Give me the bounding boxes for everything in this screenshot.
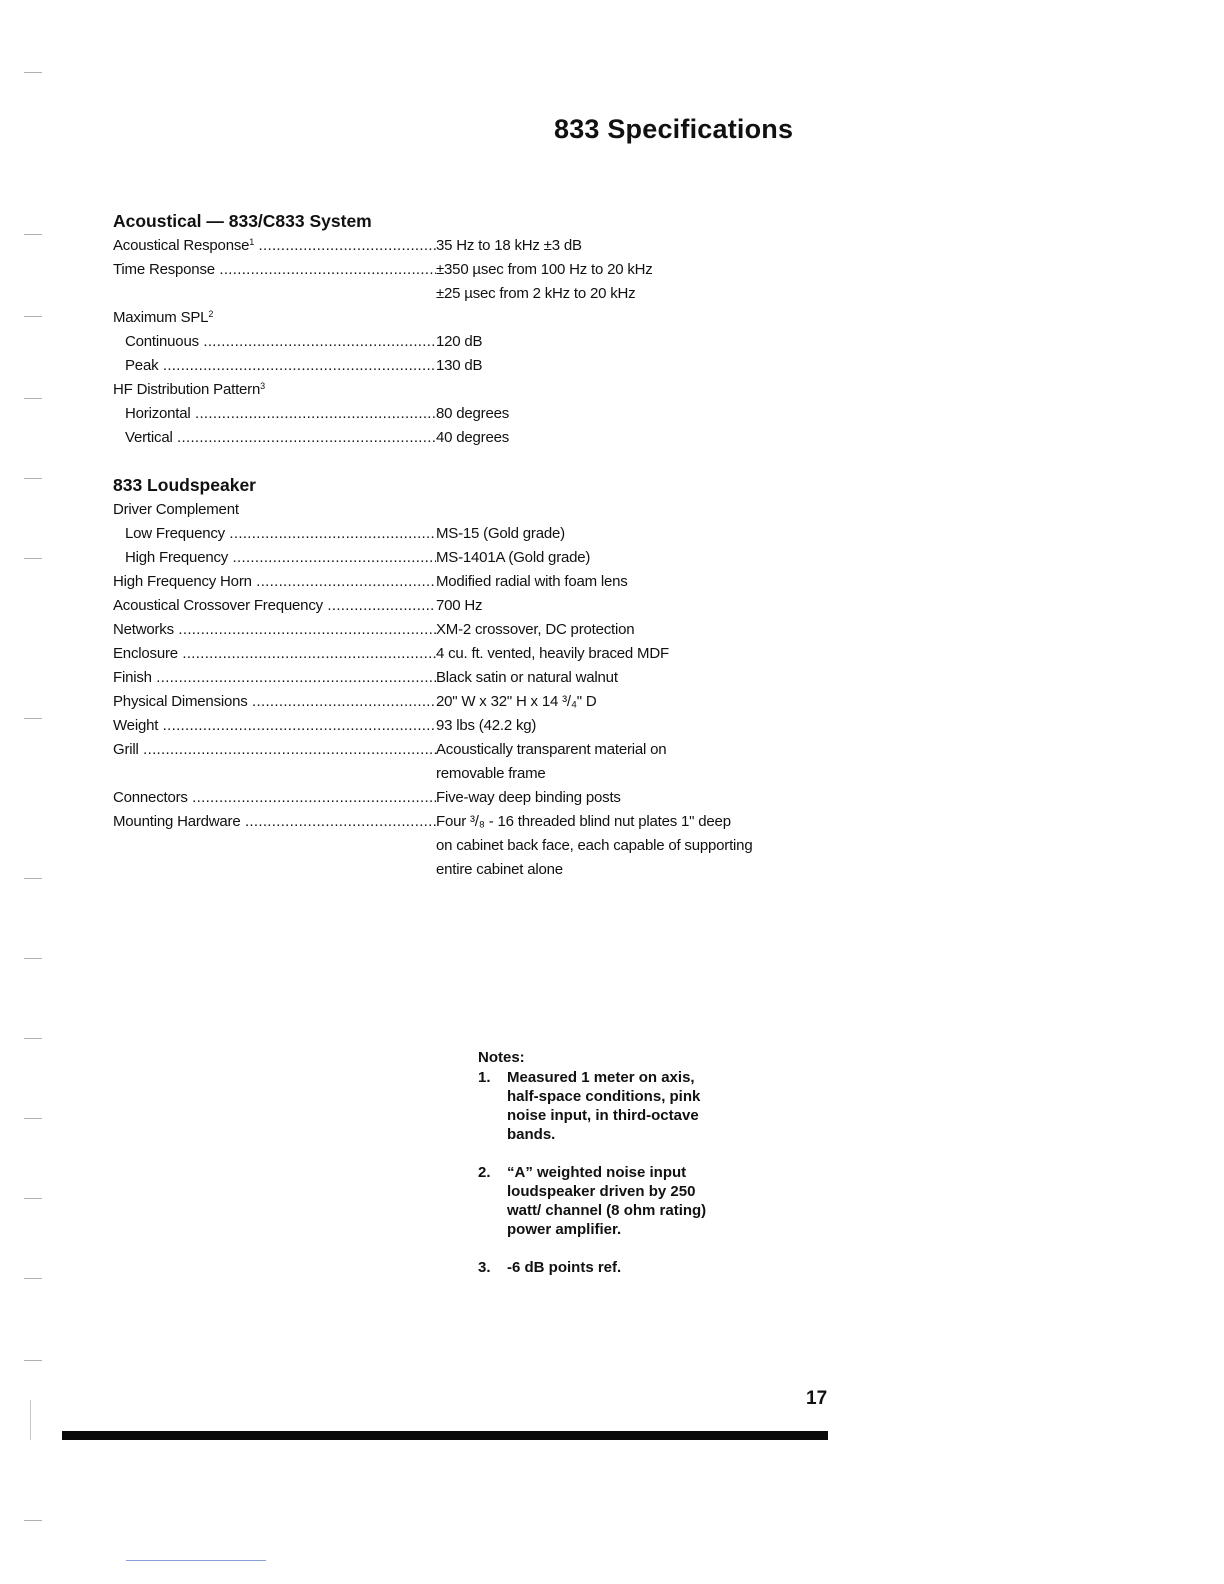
scan-artifact: [24, 478, 42, 479]
scan-artifact: [24, 398, 42, 399]
note-number: 3.: [478, 1259, 491, 1276]
spec-row-finish: [113, 666, 813, 690]
spec-row-high-frequency: [113, 546, 813, 570]
scan-artifact: [24, 878, 42, 879]
scan-artifact: [24, 958, 42, 959]
spec-value: 130 dB: [436, 357, 483, 374]
spec-value: ±25 µsec from 2 kHz to 20 kHz: [436, 285, 636, 302]
loudspeaker-heading: 833 Loudspeaker: [113, 475, 256, 495]
spec-row-maximum-spl: [113, 306, 813, 330]
scan-artifact: [24, 234, 42, 235]
spec-value: on cabinet back face, each capable of supporting: [436, 837, 753, 854]
spec-row-acoustical-response: [113, 234, 813, 258]
spec-value: 4 cu. ft. vented, heavily braced MDF: [436, 645, 669, 662]
note-text: -6 dB points ref.: [507, 1259, 622, 1276]
spec-label: Physical Dimensions .....: [113, 690, 436, 714]
note-item: [478, 1068, 718, 1144]
scan-artifact: [24, 1038, 42, 1039]
spec-row-time-response-cont: [113, 282, 813, 306]
spec-value: 40 degrees: [436, 429, 510, 446]
notes-heading: Notes:: [478, 1049, 525, 1066]
spec-row-grill-cont: [113, 762, 813, 786]
notes-block: [478, 1048, 718, 1277]
spec-label: Enclosure .....: [113, 642, 436, 666]
acoustical-section: [113, 208, 813, 450]
spec-row-continuous: [113, 330, 813, 354]
spec-value: XM-2 crossover, DC protection: [436, 621, 635, 638]
spec-label: Low Frequency .....: [125, 522, 436, 546]
spec-row-mounting-hardware-cont: [113, 834, 813, 858]
spec-value: Five-way deep binding posts: [436, 789, 621, 806]
spec-label: Time Response .....: [113, 258, 436, 282]
spec-value: ±350 µsec from 100 Hz to 20 kHz: [436, 261, 653, 278]
scan-artifact: [30, 1400, 31, 1440]
spec-value: 93 lbs (42.2 kg): [436, 717, 537, 734]
spec-label: Continuous .....: [125, 330, 436, 354]
spec-value: Four ³/₈ - 16 threaded blind nut plates 1" deep: [436, 813, 731, 830]
spec-row-crossover-frequency: [113, 594, 813, 618]
acoustical-heading: Acoustical — 833/C833 System: [113, 211, 372, 231]
spec-label: Vertical .....: [125, 426, 436, 450]
spec-label: Connectors .....: [113, 786, 436, 810]
scan-artifact: [24, 1520, 42, 1521]
spec-row-peak: [113, 354, 813, 378]
note-number: 2.: [478, 1164, 491, 1181]
spec-label: High Frequency Horn .....: [113, 570, 436, 594]
spec-value: Black satin or natural walnut: [436, 669, 618, 686]
scan-artifact: [24, 718, 42, 719]
spec-value: 80 degrees: [436, 405, 510, 422]
loudspeaker-section: [113, 472, 813, 882]
spec-row-enclosure: [113, 642, 813, 666]
spec-value: 35 Hz to 18 kHz ±3 dB: [436, 237, 582, 254]
spec-value: MS-15 (Gold grade): [436, 525, 565, 542]
spec-label: Weight .....: [113, 714, 436, 738]
spec-value: Modified radial with foam lens: [436, 573, 628, 590]
scan-artifact: [24, 1118, 42, 1119]
spec-value: 700 Hz: [436, 597, 483, 614]
spec-row-mounting-hardware: [113, 810, 813, 834]
page-number: 17: [806, 1388, 828, 1409]
scan-artifact: [126, 1560, 266, 1561]
spec-value: 20" W x 32" H x 14 ³/₄" D: [436, 693, 597, 710]
spec-label: Networks .....: [113, 618, 436, 642]
scan-artifact: [24, 1278, 42, 1279]
spec-label: Mounting Hardware .....: [113, 810, 436, 834]
page-title: 833 Specifications: [554, 114, 794, 144]
spec-row-hf-horn: [113, 570, 813, 594]
spec-label: Driver Complement: [113, 501, 239, 518]
spec-value: Acoustically transparent material on: [436, 741, 667, 758]
scan-artifact: [24, 1360, 42, 1361]
spec-row-connectors: [113, 786, 813, 810]
spec-label: HF Distribution Pattern$^3$: [113, 381, 265, 398]
spec-row-mounting-hardware-cont2: [113, 858, 813, 882]
spec-row-low-frequency: [113, 522, 813, 546]
spec-value: MS-1401A (Gold grade): [436, 549, 591, 566]
note-item: [478, 1258, 718, 1277]
note-number: 1.: [478, 1069, 491, 1086]
spec-value: 120 dB: [436, 333, 483, 350]
spec-label: Acoustical Crossover Frequency .....: [113, 594, 436, 618]
spec-label: Grill .....: [113, 738, 436, 762]
spec-row-weight: [113, 714, 813, 738]
spec-label: Finish .....: [113, 666, 436, 690]
spec-row-grill: [113, 738, 813, 762]
spec-value: removable frame: [436, 765, 546, 782]
note-text: Measured 1 meter on axis, half-space conditions, pink noise input, in third-octave bands.: [507, 1069, 701, 1143]
note-item: [478, 1163, 718, 1239]
spec-label: High Frequency .....: [125, 546, 436, 570]
footer-rule: [62, 1431, 828, 1440]
spec-row-horizontal: [113, 402, 813, 426]
spec-row-vertical: [113, 426, 813, 450]
spec-value: entire cabinet alone: [436, 861, 563, 878]
spec-row-physical-dimensions: [113, 690, 813, 714]
spec-label: Maximum SPL$^2$: [113, 309, 214, 326]
scan-artifact: [24, 316, 42, 317]
scan-artifact: [24, 558, 42, 559]
spec-label: Acoustical Response$^1$ .....: [113, 234, 436, 258]
note-text: “A” weighted noise input loudspeaker driven by 250 watt/ channel (8 ohm rating) power amplifier.: [507, 1164, 707, 1238]
spec-label: Peak .....: [125, 354, 436, 378]
spec-row-hf-distribution: [113, 378, 813, 402]
spec-row-time-response: [113, 258, 813, 282]
scan-artifact: [24, 72, 42, 73]
spec-row-networks: [113, 618, 813, 642]
scan-artifact: [24, 1198, 42, 1199]
spec-row-driver-complement: [113, 498, 813, 522]
spec-label: Horizontal .....: [125, 402, 436, 426]
